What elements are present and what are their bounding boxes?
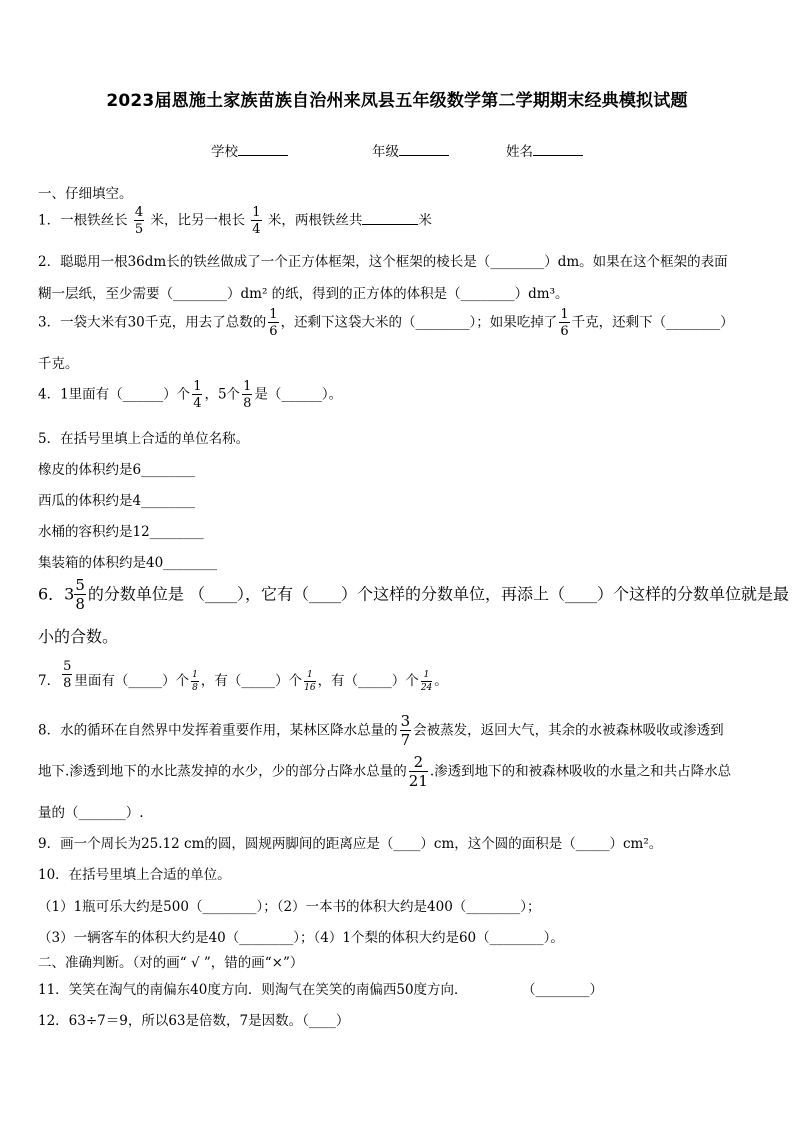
answer-blank[interactable] bbox=[362, 210, 418, 225]
school-field bbox=[211, 140, 288, 160]
school-label: 学校 bbox=[211, 144, 238, 160]
fraction: $\frac{1}{8}$ bbox=[243, 379, 252, 411]
fraction: $\frac{1}{6}$ bbox=[560, 307, 569, 339]
school-blank[interactable] bbox=[238, 141, 288, 156]
q1-text-a: 1．一根铁丝长 bbox=[38, 212, 128, 229]
q6-text-b: 的分数单位是 （____），它有（____）个这样的分数单位，再添上（____）个这样的分数单位就是最 bbox=[87, 584, 790, 604]
q3-text-b: ，还剩下这袋大米的（________）；如果吃掉了 bbox=[280, 314, 558, 331]
fraction: $\frac{4}{5}$ bbox=[134, 205, 144, 237]
question-5-item: 集装箱的体积约是40________ bbox=[38, 555, 218, 571]
question-11-answer-blank[interactable]: （________） bbox=[522, 982, 603, 998]
q3-text-a: 3．一袋大米有30千克，用去了总数的 bbox=[38, 314, 267, 331]
q11-text: 11．笑笑在淘气的南偏东40度方向．则淘气在笑笑的南偏西50度方向． bbox=[38, 982, 468, 998]
q8-text-a: 8．水的循环在自然界中发挥着重要作用，某林区降水总量的 bbox=[38, 722, 398, 739]
name-field bbox=[506, 140, 583, 160]
q4-text-c: 是（______）。 bbox=[254, 386, 343, 403]
fraction: $\frac{1}{24}$ bbox=[420, 669, 433, 693]
fraction: $\frac{2}{21}$ bbox=[408, 753, 428, 790]
fraction: $\frac{3}{7}$ bbox=[400, 712, 411, 749]
q7-text-d: ，有（_____）个 bbox=[317, 673, 419, 689]
question-6 bbox=[38, 578, 789, 612]
fraction: $\frac{1}{8}$ bbox=[192, 669, 198, 693]
section-1-heading: 一、仔细填空。 bbox=[38, 186, 133, 202]
question-10-line-1: （1）1瓶可乐大约是500（________）；（2）一本书的体积大约是400（________）； bbox=[38, 899, 541, 915]
grade-field bbox=[372, 140, 449, 160]
fraction: $\frac{5}{8}$ bbox=[75, 576, 85, 613]
page-title: 2023届恩施土家族苗族自治州来凤县五年级数学第二学期期末经典模拟试题 bbox=[106, 91, 688, 111]
q1-text-b: 米，比另一根长 bbox=[150, 212, 245, 229]
name-label: 姓名 bbox=[506, 144, 533, 160]
question-8-line-1 bbox=[38, 714, 724, 748]
question-12: 12．63÷7＝9，所以63是倍数，7是因数。（____） bbox=[38, 1013, 350, 1029]
q3-text-c: 千克，还剩下（________） bbox=[571, 314, 734, 331]
q6-text-a: 6．3 bbox=[38, 584, 75, 604]
question-11 bbox=[38, 978, 468, 998]
q4-text-b: ，5个 bbox=[204, 386, 241, 403]
q7-text-c: ，有（_____）个 bbox=[200, 673, 303, 689]
question-3 bbox=[38, 308, 734, 338]
question-8-line-3: 量的（_______）. bbox=[38, 805, 144, 821]
grade-label: 年级 bbox=[372, 144, 399, 160]
question-10-heading: 10．在括号里填上合适的单位。 bbox=[38, 867, 231, 883]
q4-text-a: 4．1里面有（______）个 bbox=[38, 386, 191, 403]
fraction: $\frac{1}{6}$ bbox=[269, 307, 278, 339]
question-3-line-2: 千克。 bbox=[38, 356, 79, 372]
q8-text-b: 会被蒸发，返回大气，其余的水被森林吸收或渗透到 bbox=[413, 722, 724, 739]
question-10-line-2: （3）一辆客车的体积大约是40（________）；（4）1个梨的体积大约是60（________）。 bbox=[38, 930, 564, 946]
q7-text-e: 。 bbox=[434, 673, 448, 689]
question-9: 9．画一个周长为25.12 cm的圆，圆规两脚间的距离应是（____）cm，这个圆的面积是（_____）cm²。 bbox=[38, 836, 663, 852]
question-1 bbox=[38, 206, 432, 236]
question-4 bbox=[38, 380, 342, 410]
question-2-line-1: 2．聪聪用一根36dm长的铁丝做成了一个正方体框架，这个框架的棱长是（________）dm。如果在这个框架的表面 bbox=[38, 254, 728, 270]
question-8-line-2 bbox=[38, 755, 731, 789]
fraction: $\frac{1}{4}$ bbox=[193, 379, 202, 411]
question-5-item: 橡皮的体积约是6________ bbox=[38, 462, 196, 478]
question-6-line-2: 小的合数。 bbox=[38, 627, 119, 646]
question-7 bbox=[38, 660, 448, 693]
q8-text-c: 地下.渗透到地下的水比蒸发掉的水少，少的部分占降水总量的 bbox=[38, 763, 407, 780]
q1-text-d: 米 bbox=[418, 212, 432, 229]
question-5-item: 水桶的容积约是12________ bbox=[38, 524, 204, 540]
fraction: $\frac{1}{16}$ bbox=[304, 669, 316, 693]
q8-text-d: .渗透到地下的和被森林吸收的水量之和共占降水总 bbox=[429, 763, 732, 780]
name-blank[interactable] bbox=[533, 141, 583, 156]
fraction: $\frac{1}{4}$ bbox=[252, 205, 261, 237]
question-2-line-2: 糊一层纸，至少需要（________）dm² 的纸，得到的正方体的体积是（________）dm³。 bbox=[38, 286, 569, 302]
q1-text-c: 米，两根铁丝共 bbox=[267, 212, 363, 229]
fraction: $\frac{5}{8}$ bbox=[63, 659, 72, 691]
q7-text-b: 里面有（_____）个 bbox=[74, 673, 190, 689]
question-5-heading: 5．在括号里填上合适的单位名称。 bbox=[38, 431, 250, 447]
q7-text-a: 7． bbox=[38, 673, 61, 689]
grade-blank[interactable] bbox=[399, 141, 449, 156]
section-2-heading: 二、准确判断。（对的画“ √ ”，错的画“×”） bbox=[38, 955, 304, 971]
question-5-item: 西瓜的体积约是4________ bbox=[38, 493, 196, 509]
